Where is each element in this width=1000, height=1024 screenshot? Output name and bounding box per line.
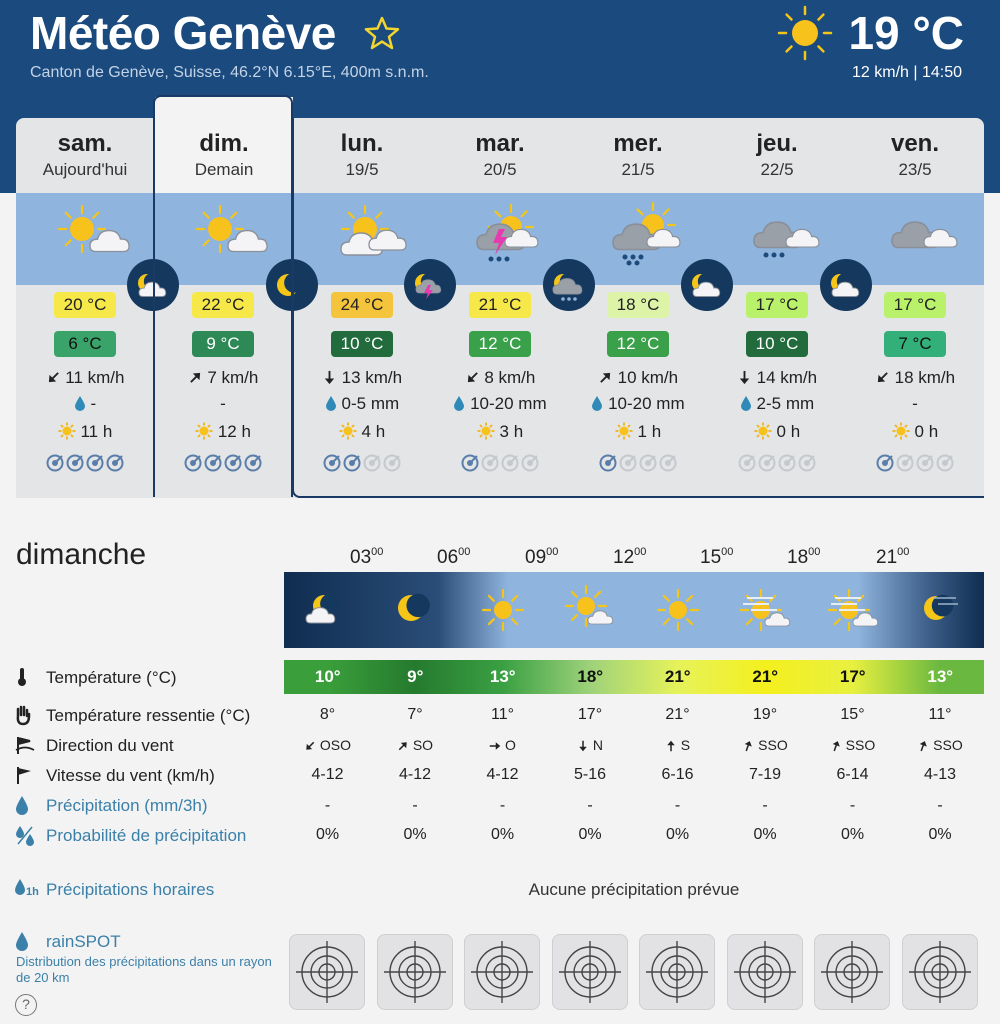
sunshine-hours: 12 h xyxy=(217,422,251,441)
label-precipitation: Précipitation (mm/3h) xyxy=(46,796,208,815)
sunshine-icon xyxy=(339,422,357,440)
reliability-icon xyxy=(383,454,401,472)
day-name: ven. xyxy=(890,130,940,157)
reliability-icon xyxy=(619,454,637,472)
reliability-icon xyxy=(758,454,776,472)
sunshine-icon xyxy=(892,422,910,440)
high-temperature: 24 °C xyxy=(331,292,393,318)
wind-arrow-sw-icon xyxy=(46,370,61,385)
reliability-icon xyxy=(521,454,539,472)
reliability-icon xyxy=(659,454,677,472)
sunshine-icon xyxy=(195,422,213,440)
reliability-indicator xyxy=(16,454,154,477)
precipitation-amount: - xyxy=(90,394,97,413)
label-precip-probability: Probabilité de précipitation xyxy=(46,826,247,845)
reliability-icon xyxy=(244,454,262,472)
wind-direction-value: SSO xyxy=(845,737,876,753)
precip-probability-value: 0% xyxy=(840,826,865,843)
feels-like-value: 8° xyxy=(319,706,336,723)
reliability-indicator xyxy=(293,454,431,477)
rainspot-drop-icon xyxy=(14,930,30,952)
page-title: Météo Genève xyxy=(30,7,336,59)
hour-weather-icon xyxy=(809,572,896,653)
day-header-6[interactable] xyxy=(846,118,984,193)
day-name: dim. xyxy=(199,130,249,157)
feels-like-value: 19° xyxy=(752,706,778,723)
current-wind-time: 12 km/h | 14:50 xyxy=(852,64,962,81)
rainspot-target[interactable] xyxy=(552,934,628,1010)
location-subtitle: Canton de Genève, Suisse, 46.2°N 6.15°E, 400m s.n.m. xyxy=(30,64,429,81)
day-column[interactable] xyxy=(708,285,846,477)
hour-value: 12 xyxy=(613,547,635,568)
label-hourly-precip: Précipitations horaires xyxy=(46,880,215,899)
sunshine-hours: 11 h xyxy=(80,422,113,441)
wind-speed-value: 4-12 xyxy=(311,766,344,783)
wind-arrow-ne-icon xyxy=(397,740,409,752)
sunshine-hours: 3 h xyxy=(499,422,524,441)
reliability-icon xyxy=(224,454,242,472)
day-header-1[interactable] xyxy=(155,97,293,193)
feels-like-value: 11° xyxy=(490,706,514,723)
hour-label xyxy=(700,546,733,569)
day-date: Aujourd'hui xyxy=(42,160,128,179)
high-temperature: 22 °C xyxy=(192,292,254,318)
day-header-5[interactable] xyxy=(708,118,846,193)
rainspot-target[interactable] xyxy=(902,934,978,1010)
wind-arrow-nne-icon xyxy=(830,740,842,752)
day-column[interactable] xyxy=(154,285,292,477)
wind-arrow-sw-icon xyxy=(465,370,480,385)
reliability-icon xyxy=(343,454,361,472)
night-icon xyxy=(404,259,456,311)
high-temperature: 21 °C xyxy=(469,292,531,318)
precip-probability-value: 0% xyxy=(578,826,602,843)
wind-arrow-s-icon xyxy=(737,370,752,385)
reliability-indicator xyxy=(846,454,984,477)
day-name: jeu. xyxy=(756,130,798,157)
help-icon[interactable]: ? xyxy=(15,994,37,1016)
day-date: 20/5 xyxy=(483,160,517,179)
sunshine-hours: 1 h xyxy=(637,422,662,441)
hour-temperature: 13° xyxy=(927,667,954,686)
precipitation-value: - xyxy=(499,797,506,814)
wind-arrow-nne-icon xyxy=(742,740,754,752)
precipitation-amount: 10-20 mm xyxy=(608,394,685,413)
hour-minutes: 00 xyxy=(458,546,471,558)
precipitation-value: - xyxy=(587,797,593,814)
sun-icon xyxy=(776,4,834,62)
reliability-icon xyxy=(738,454,756,472)
raindrop-icon xyxy=(591,395,603,411)
day-weather-icon xyxy=(327,201,407,276)
hour-weather-icon xyxy=(371,572,458,653)
wind-direction-value: SO xyxy=(412,737,434,753)
wind-direction-icon xyxy=(14,734,36,756)
hour-label xyxy=(613,546,646,569)
precip-probability-value: 0% xyxy=(490,826,515,843)
wind-arrow-ne-icon xyxy=(188,370,203,385)
raindrop-icon xyxy=(740,395,752,411)
wind-direction-cell xyxy=(372,737,459,753)
reliability-icon xyxy=(599,454,617,472)
hour-weather-icon xyxy=(634,572,721,653)
hour-temperature: 10° xyxy=(314,667,341,686)
sunshine-hours: 0 h xyxy=(914,422,939,441)
high-temperature: 20 °C xyxy=(54,292,116,318)
wind-speed-value: 4-13 xyxy=(923,766,957,783)
sunshine-hours: 0 h xyxy=(776,422,801,441)
rainspot-target[interactable] xyxy=(464,934,540,1010)
precip-probability-value: 0% xyxy=(753,826,777,843)
day-date: 22/5 xyxy=(760,160,794,179)
day-date: 19/5 xyxy=(345,160,379,179)
reliability-indicator xyxy=(154,454,292,477)
hour-temperature: 9° xyxy=(407,667,424,686)
wind-arrow-e-icon xyxy=(489,740,501,752)
hour-weather-icon xyxy=(546,572,633,653)
svg-text:1h: 1h xyxy=(26,886,39,898)
wind-direction-value: SSO xyxy=(758,737,788,753)
wind-speed-value: 4-12 xyxy=(398,766,432,783)
day-header-4[interactable] xyxy=(569,118,707,193)
hourly-day-title: dimanche xyxy=(16,538,147,571)
day-weather-icon xyxy=(742,201,822,276)
reliability-icon xyxy=(66,454,84,472)
wind-direction-value: OSO xyxy=(319,737,351,753)
day-name: sam. xyxy=(57,130,113,157)
wind-speed-value: 7-19 xyxy=(748,766,782,783)
day-column[interactable] xyxy=(846,285,984,477)
wind-direction-value: SSO xyxy=(933,737,963,753)
reliability-icon xyxy=(46,454,64,472)
night-icon xyxy=(127,259,179,311)
reliability-icon xyxy=(896,454,914,472)
reliability-icon xyxy=(916,454,934,472)
precipitation-amount: 2-5 mm xyxy=(756,394,815,413)
wind-direction-cell xyxy=(722,737,809,753)
hour-minutes: 00 xyxy=(634,546,647,558)
reliability-indicator xyxy=(569,454,707,477)
rainspot-target[interactable] xyxy=(377,934,453,1010)
hour-temperature: 21° xyxy=(752,667,779,686)
wind-direction-cell xyxy=(634,737,721,753)
hour-value: 21 xyxy=(876,547,898,568)
temperature-strip xyxy=(284,660,984,694)
hour-value: 06 xyxy=(437,547,459,568)
reliability-icon xyxy=(798,454,816,472)
favorite-star-icon[interactable] xyxy=(364,16,400,50)
label-feels-like: Température ressentie (°C) xyxy=(46,706,251,725)
day-column[interactable] xyxy=(293,285,431,477)
wind-speed: 7 km/h xyxy=(207,368,259,387)
low-temperature: 9 °C xyxy=(192,331,254,357)
wind-speed: 11 km/h xyxy=(65,368,125,387)
precipitation-amount: 10-20 mm xyxy=(470,394,547,413)
high-temperature: 18 °C xyxy=(607,292,669,318)
rainspot-description: Distribution des précipitations dans un rayon de 20 km xyxy=(16,954,272,985)
low-temperature: 12 °C xyxy=(469,331,531,357)
precipitation-value: - xyxy=(412,797,418,814)
day-name: lun. xyxy=(340,130,384,157)
day-header-3[interactable] xyxy=(431,118,569,193)
hour-label xyxy=(437,546,470,569)
hour-value: 18 xyxy=(787,547,809,568)
reliability-indicator xyxy=(431,454,569,477)
wind-speed: 8 km/h xyxy=(484,368,536,387)
hour-weather-icon xyxy=(284,572,371,653)
hour-label xyxy=(525,546,558,569)
label-rainspot[interactable]: rainSPOT xyxy=(46,932,121,951)
high-temperature: 17 °C xyxy=(884,292,946,318)
wind-speed: 13 km/h xyxy=(341,368,403,387)
hourly-rain-icon xyxy=(14,877,40,899)
precip-probability-icon xyxy=(14,824,36,846)
reliability-icon xyxy=(363,454,381,472)
label-wind-speed: Vitesse du vent (km/h) xyxy=(46,766,215,785)
wind-direction-cell xyxy=(809,737,896,753)
day-header-2[interactable] xyxy=(293,118,431,193)
feels-like-value: 11° xyxy=(928,706,952,723)
low-temperature: 7 °C xyxy=(884,331,946,357)
precipitation-value: - xyxy=(324,797,331,814)
thermometer-icon xyxy=(14,666,30,688)
wind-speed-value: 6-14 xyxy=(836,766,869,783)
wind-arrow-n-icon xyxy=(665,740,677,752)
reliability-icon xyxy=(936,454,954,472)
precip-probability-value: 0% xyxy=(928,826,952,843)
hour-value: 03 xyxy=(350,547,372,568)
precip-probability-value: 0% xyxy=(665,826,690,843)
precip-probability-value: 0% xyxy=(403,826,427,843)
day-weather-icon xyxy=(880,201,960,276)
wind-direction-value: N xyxy=(592,737,603,753)
wind-arrow-s-icon xyxy=(322,370,337,385)
raindrop-icon xyxy=(325,395,337,411)
hand-icon xyxy=(14,704,32,726)
hour-label xyxy=(787,546,820,569)
no-precipitation-text: Aucune précipitation prévue xyxy=(528,880,740,899)
hour-temperature: 21° xyxy=(664,667,691,686)
night-icon xyxy=(681,259,733,311)
low-temperature: 10 °C xyxy=(331,331,393,357)
wind-direction-cell xyxy=(897,737,984,753)
precipitation-value: - xyxy=(674,797,681,814)
day-weather-icon xyxy=(50,201,130,276)
wind-arrow-sw-icon xyxy=(304,740,316,752)
precipitation-value: - xyxy=(849,797,856,814)
label-wind-direction: Direction du vent xyxy=(46,736,174,755)
feels-like-value: 7° xyxy=(407,706,423,723)
wind-speed-value: 5-16 xyxy=(573,766,607,783)
reliability-icon xyxy=(501,454,519,472)
feels-like-value: 21° xyxy=(665,706,690,723)
day-date: 23/5 xyxy=(898,160,932,179)
wind-speed-value: 4-12 xyxy=(486,766,519,783)
rainspot-target[interactable] xyxy=(814,934,890,1010)
raindrop-icon xyxy=(74,395,86,411)
day-date: 21/5 xyxy=(621,160,655,179)
low-temperature: 10 °C xyxy=(746,331,808,357)
wind-speed: 10 km/h xyxy=(617,368,679,387)
wind-speed-value: 6-16 xyxy=(661,766,694,783)
day-header-0[interactable] xyxy=(16,118,154,193)
feels-like-value: 17° xyxy=(577,706,603,723)
hour-value: 09 xyxy=(525,547,547,568)
reliability-icon xyxy=(204,454,222,472)
label-temperature: Température (°C) xyxy=(46,668,177,687)
rainspot-target[interactable] xyxy=(639,934,715,1010)
sunshine-icon xyxy=(754,422,772,440)
night-icon xyxy=(820,259,872,311)
precip-probability-value: 0% xyxy=(315,826,340,843)
wind-speed: 14 km/h xyxy=(756,368,818,387)
day-name: mar. xyxy=(475,130,525,157)
wind-direction-value: S xyxy=(680,737,691,753)
reliability-icon xyxy=(106,454,124,472)
sunshine-hours: 4 h xyxy=(361,422,386,441)
high-temperature: 17 °C xyxy=(746,292,808,318)
reliability-icon xyxy=(639,454,657,472)
precipitation-value: - xyxy=(762,797,768,814)
hour-temperature: 17° xyxy=(839,667,866,686)
reliability-icon xyxy=(86,454,104,472)
hour-weather-icon xyxy=(721,572,808,653)
reliability-icon xyxy=(481,454,499,472)
reliability-indicator xyxy=(708,454,846,477)
hour-minutes: 00 xyxy=(721,546,734,558)
hour-temperature: 18° xyxy=(577,667,604,686)
reliability-icon xyxy=(184,454,202,472)
day-column[interactable] xyxy=(569,285,707,477)
day-date: Demain xyxy=(194,160,254,179)
wind-direction-cell xyxy=(547,737,634,753)
precipitation-amount: 0-5 mm xyxy=(341,394,400,413)
wind-direction-value: O xyxy=(505,737,516,753)
hour-label xyxy=(350,546,383,569)
precipitation-amount: - xyxy=(912,394,918,413)
day-weather-icon xyxy=(188,201,268,276)
night-icon xyxy=(266,259,318,311)
reliability-icon xyxy=(778,454,796,472)
wind-arrow-nne-icon xyxy=(917,740,929,752)
hour-weather-icon xyxy=(459,572,546,653)
sunshine-icon xyxy=(58,422,76,440)
hour-weather-icon xyxy=(896,572,983,653)
hour-value: 15 xyxy=(700,547,722,568)
wind-direction-cell xyxy=(459,737,546,753)
hour-minutes: 00 xyxy=(808,546,821,558)
sunshine-icon xyxy=(477,422,495,440)
day-weather-icon xyxy=(465,201,545,276)
low-temperature: 12 °C xyxy=(607,331,669,357)
day-column[interactable] xyxy=(16,285,154,477)
day-weather-icon xyxy=(603,201,683,276)
low-temperature: 6 °C xyxy=(54,331,116,357)
raindrop-icon xyxy=(453,395,465,411)
sunshine-icon xyxy=(615,422,633,440)
wind-arrow-s-icon xyxy=(577,740,589,752)
hour-temperature: 13° xyxy=(489,667,516,686)
precipitation-value: - xyxy=(937,797,943,814)
night-icon xyxy=(543,259,595,311)
wind-flag-icon xyxy=(14,764,34,786)
wind-direction-cell xyxy=(284,737,371,753)
reliability-icon xyxy=(876,454,894,472)
hour-label xyxy=(876,546,909,569)
reliability-icon xyxy=(323,454,341,472)
wind-arrow-sw-icon xyxy=(875,370,890,385)
hour-minutes: 00 xyxy=(546,546,559,558)
precipitation-amount: - xyxy=(220,394,226,413)
hour-minutes: 00 xyxy=(897,546,910,558)
day-name: mer. xyxy=(613,130,663,157)
feels-like-value: 15° xyxy=(840,706,865,723)
day-column[interactable] xyxy=(431,285,569,477)
rainspot-target[interactable] xyxy=(289,934,365,1010)
wind-arrow-ne-icon xyxy=(598,370,613,385)
rainspot-target[interactable] xyxy=(727,934,803,1010)
current-temperature: 19 °C xyxy=(848,7,964,59)
hour-minutes: 00 xyxy=(371,546,384,558)
reliability-icon xyxy=(461,454,479,472)
wind-speed: 18 km/h xyxy=(894,368,956,387)
raindrop-icon xyxy=(14,794,30,816)
